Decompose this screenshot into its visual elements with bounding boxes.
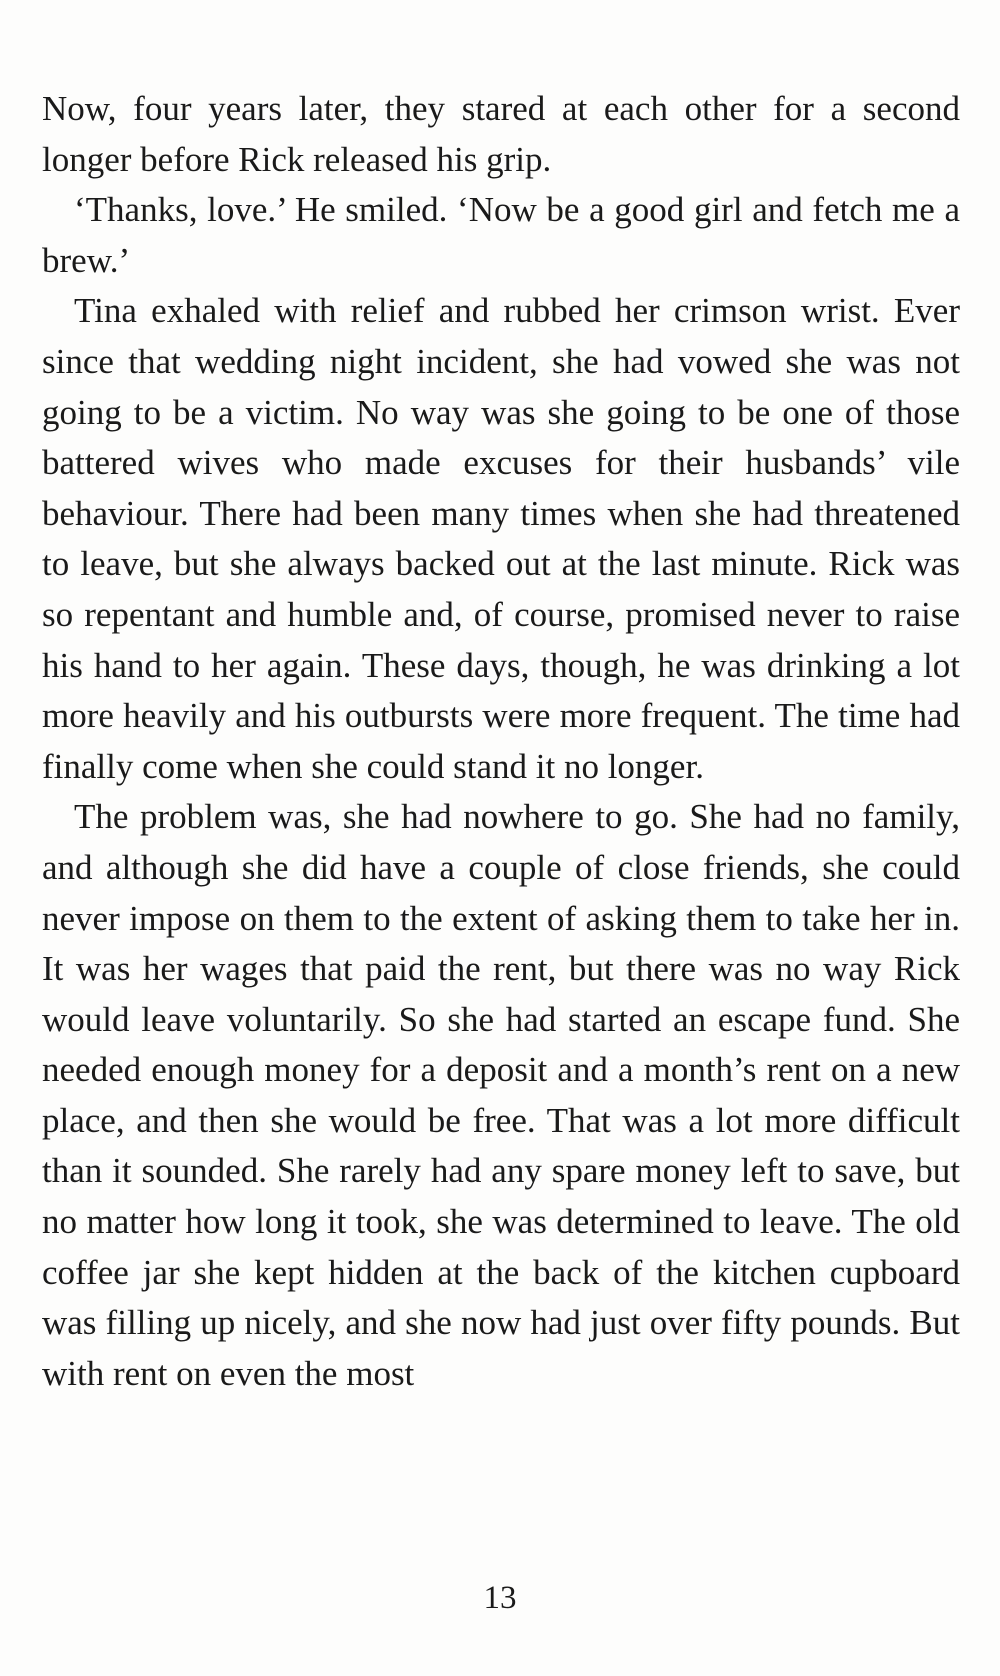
paragraph-3: Tina exhaled with relief and rubbed her crimson wrist. Ever since that wedding night incident, she had vowed she was not going to be a victim. No way was she going to be one of those battered wives who made excuses for their husbands’ vile behaviour. There had been many times when she had threatened to leave, but she always backed out at the last minute. Rick was so repentant and humble and, of course, promised never to raise his hand to her again. These days, though, he was drinking a lot more heavily and his outbursts were more frequent. The time had finally come when she could stand it no longer. [42, 291, 960, 786]
paragraph-4: The problem was, she had nowhere to go. She had no family, and although she did have a couple of close friends, she could never impose on them to the extent of asking them to take her in. It was her wages that paid the rent, but there was no way Rick would leave voluntarily. So she had started an escape fund. She needed enough money for a deposit and a month’s rent on a new place, and then she would be free. That was a lot more difficult than it sounded. She rarely had any spare money left to save, but no matter how long it took, she was determined to leave. The old coffee jar she kept hidden at the back of the kitchen cupboard was filling up nicely, and she now had just over fifty pounds. But with rent on even the most [42, 797, 960, 1393]
paragraph-2: ‘Thanks, love.’ He smiled. ‘Now be a good girl and fetch me a brew.’ [42, 190, 960, 280]
page-number: 13 [483, 1580, 517, 1616]
paragraph-1: Now, four years later, they stared at each other for a second longer before Rick released his grip. [42, 89, 960, 179]
body-text [42, 84, 960, 1399]
